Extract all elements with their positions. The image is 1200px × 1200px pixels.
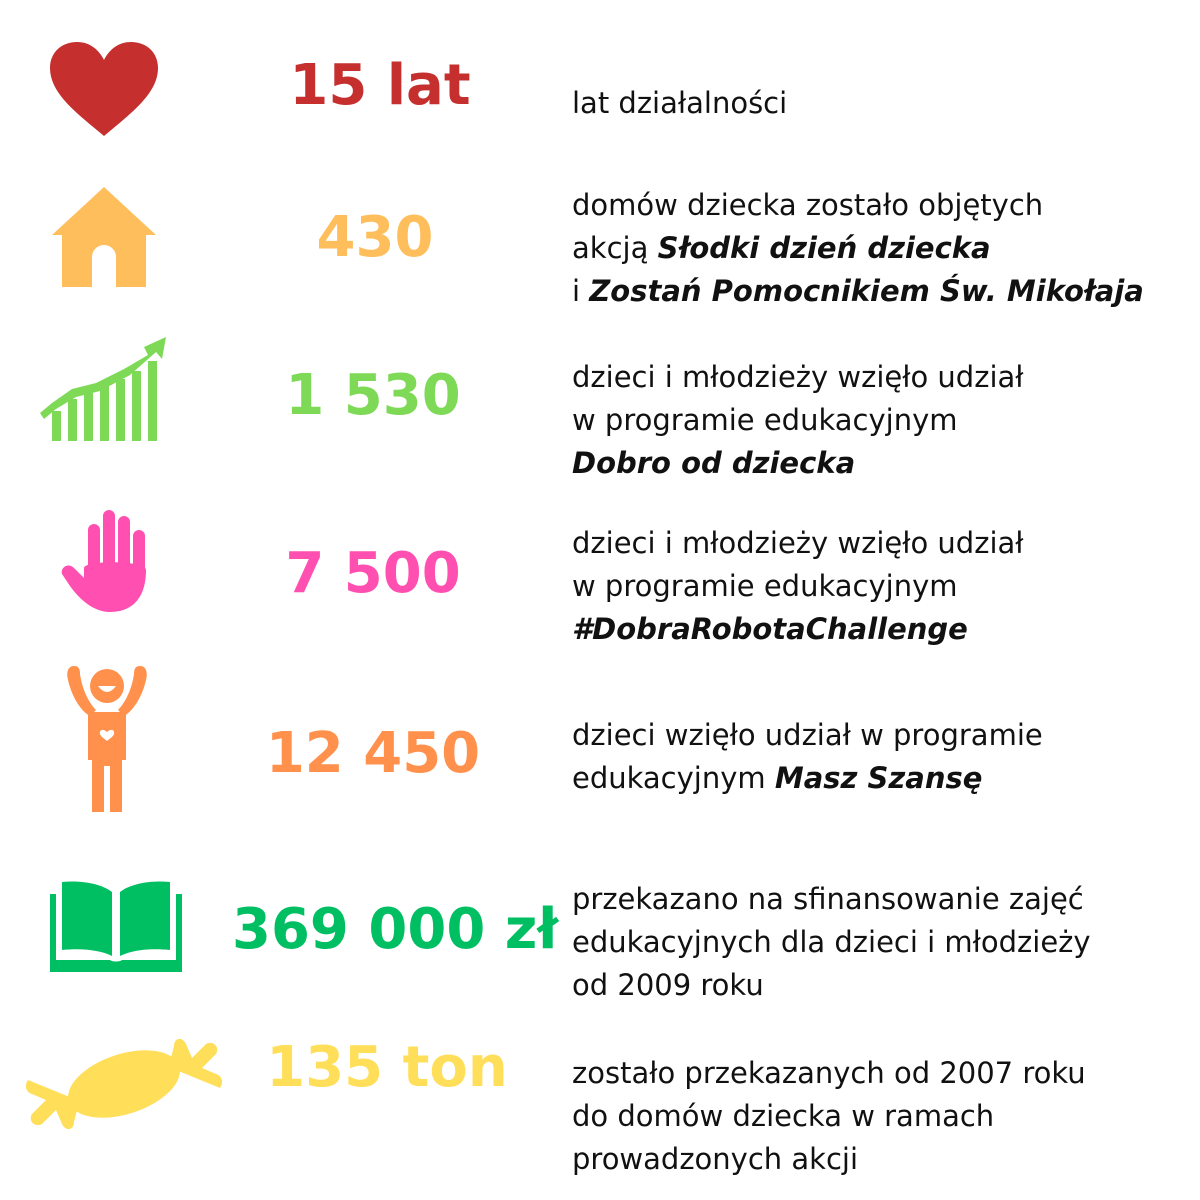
open-book-icon: [48, 880, 184, 974]
stat-value-sweets: 135 ton: [266, 1035, 508, 1100]
program-name: #DobraRobotaChallenge: [572, 612, 968, 646]
desc-text: i: [572, 274, 590, 308]
stat-description-orphanages: [572, 184, 1144, 313]
desc-line: [572, 608, 1024, 651]
desc-line: [572, 757, 1043, 800]
program-name: Słodki dzień dziecka: [657, 231, 991, 265]
desc-line: [572, 565, 1024, 608]
desc-text: od 2009 roku: [572, 968, 764, 1002]
desc-text: w programie edukacyjnym: [572, 403, 958, 437]
desc-text: lat działalności: [572, 86, 788, 120]
stat-value-masz-szanse: 12 450: [265, 721, 481, 786]
desc-line: [572, 1095, 1086, 1138]
desc-line: [572, 184, 1144, 227]
program-name: Zostań Pomocnikiem Św. Mikołaja: [589, 274, 1144, 308]
desc-line: [572, 399, 1024, 442]
stat-description-dobro: [572, 356, 1024, 485]
desc-text: edukacyjnych dla dzieci i młodzieży: [572, 925, 1091, 959]
desc-text: edukacyjnym: [572, 761, 775, 795]
desc-line: [572, 878, 1091, 921]
heart-icon: [48, 40, 160, 138]
desc-line: [572, 921, 1091, 964]
stat-value-funding: 369 000 zł: [232, 897, 559, 962]
desc-line: [572, 964, 1091, 1007]
desc-line: [572, 1138, 1086, 1181]
desc-text: dzieci i młodzieży wzięło udział: [572, 360, 1024, 394]
desc-text: przekazano na sfinansowanie zajęć: [572, 882, 1084, 916]
happy-person-icon: [64, 658, 150, 816]
desc-text: domów dziecka zostało objętych: [572, 188, 1044, 222]
desc-line: [572, 714, 1043, 757]
desc-text: prowadzonych akcji: [572, 1142, 859, 1176]
house-icon: [50, 185, 158, 289]
stat-value-dobro: 1 530: [285, 363, 461, 428]
stat-value-orphanages: 430: [316, 205, 434, 270]
desc-text: w programie edukacyjnym: [572, 569, 958, 603]
stat-value-challenge: 7 500: [285, 541, 461, 606]
desc-line: [572, 442, 1024, 485]
desc-line: [572, 82, 787, 125]
desc-text: do domów dziecka w ramach: [572, 1099, 995, 1133]
stat-value-years: 15 lat: [289, 53, 471, 118]
hand-icon: [58, 508, 154, 614]
desc-text: zostało przekazanych od 2007 roku: [572, 1056, 1086, 1090]
desc-text: dzieci wzięło udział w programie: [572, 718, 1043, 752]
desc-line: [572, 227, 1144, 270]
desc-line: [572, 356, 1024, 399]
program-name: Dobro od dziecka: [572, 446, 856, 480]
desc-line: [572, 522, 1024, 565]
stat-description-challenge: [572, 522, 1024, 651]
stat-description-funding: [572, 878, 1091, 1007]
stat-description-sweets: [572, 1052, 1086, 1181]
desc-line: [572, 270, 1144, 313]
desc-text: akcją: [572, 231, 658, 265]
program-name: Masz Szansę: [774, 761, 983, 795]
desc-text: dzieci i młodzieży wzięło udział: [572, 526, 1024, 560]
candy-icon: [22, 1030, 226, 1134]
stat-description-years: [572, 82, 787, 125]
stat-description-masz-szanse: [572, 714, 1043, 800]
growth-chart-icon: [38, 335, 170, 445]
desc-line: [572, 1052, 1086, 1095]
